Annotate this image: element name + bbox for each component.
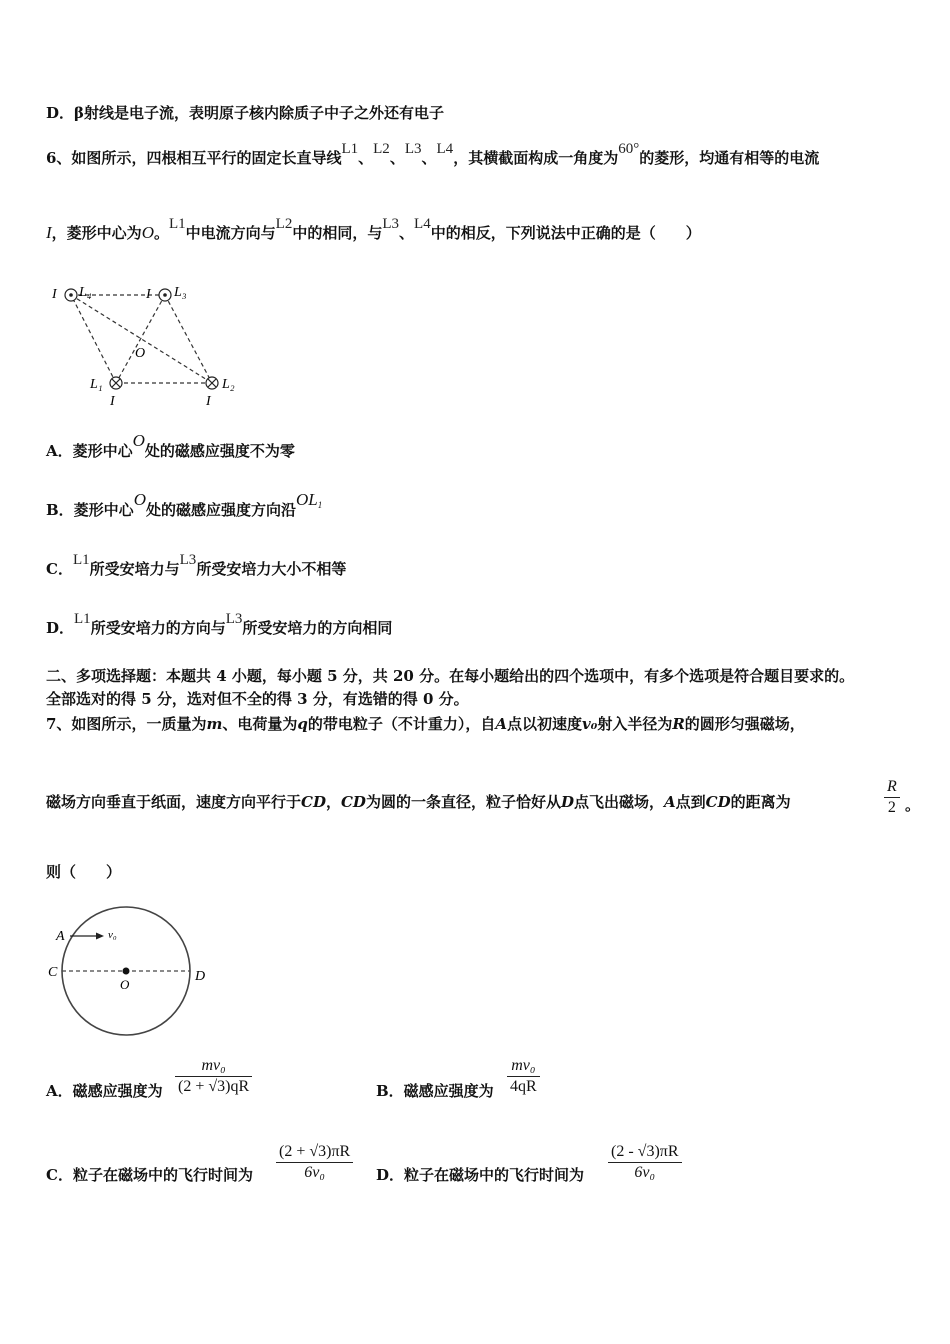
q7-text-9: 为圆的一条直径，粒子恰好从 <box>365 793 561 811</box>
q7-distance-fraction <box>884 777 900 818</box>
q7-point-a-2: A <box>663 793 676 811</box>
q6-option-b-label: B．菱形中心 <box>46 501 134 519</box>
q7-text-4: 点以初速度 <box>507 715 583 733</box>
center-point <box>123 968 130 975</box>
q7-text-3: 的带电粒子（不计重力），自 <box>307 715 496 733</box>
section2-intro-line1: 二、多项选择题：本题共 4 小题，每小题 5 分，共 20 分。在每小题给出的四个选项中，有多个选项是符合题目要求的。 <box>46 667 855 685</box>
q7-text-7: 磁场方向垂直于纸面，速度方向平行于 <box>46 793 302 811</box>
q7-option-c-den: 6v₀ <box>304 1164 325 1181</box>
q6-option-a <box>46 431 295 461</box>
q6-stem-line1: 6、如图所示，四根相互平行的固定长直导线L1、L2、L3、L4，其横截面构成一角度为60°的菱形，均通有相等的电流 <box>46 141 820 167</box>
wire-label-l4-b: L4 <box>414 216 431 232</box>
q7-option-d <box>376 1165 584 1185</box>
q7-cd-1: CD <box>301 793 326 811</box>
q7-option-c <box>46 1165 253 1185</box>
wire-label-l1-b: L1 <box>168 216 186 232</box>
q6-option-c-text-2: 所受安培力大小不相等 <box>196 560 347 578</box>
q7-text-5: 射入半径为 <box>597 715 673 733</box>
q6-stem-text-5: 。 <box>153 224 169 242</box>
wire-label-l2-b: L2 <box>275 216 293 232</box>
rhombus-diagonal-short <box>116 295 165 383</box>
q6-option-b-ol: OL1 <box>295 490 323 510</box>
angle-value: 60° <box>618 141 640 157</box>
q7-option-a <box>46 1081 163 1101</box>
q6-option-d-label: D． <box>46 619 75 637</box>
wire-label-l3: L3 <box>404 141 422 157</box>
q7-stem-line3: 则（ ） <box>46 863 122 881</box>
q7-option-d-label: D．粒子在磁场中的飞行时间为 <box>376 1166 585 1184</box>
q6-option-c-label: C． <box>46 560 73 578</box>
current-symbol: I <box>46 223 52 242</box>
q6-stem-text-2: ，其横截面构成一角度为 <box>453 149 619 167</box>
q6-option-d-text-2: 所受安培力的方向相同 <box>242 619 393 637</box>
q7-option-b-label: B．磁感应强度为 <box>376 1082 494 1100</box>
q7-option-d-fraction <box>608 1142 682 1183</box>
q7-text-6: 的圆形匀强磁场， <box>684 715 805 733</box>
q6-stem-line2: I，菱形中心为O。L1中电流方向与L2中的相同，与L3、L4中的相反，下列说法中正确的是（ ） <box>46 216 701 242</box>
q6-stem-text-3: 的菱形，均通有相等的电流 <box>639 149 820 167</box>
q7-option-b-num: mv₀ <box>507 1056 540 1077</box>
fig-label-l1: L₁ <box>90 377 103 392</box>
fig-label-l4: L₄ <box>79 285 92 300</box>
section2-intro-line2: 全部选对的得 5 分，选对但不全的得 3 分，有选错的得 0 分。 <box>46 690 469 708</box>
q7-option-b <box>376 1081 494 1101</box>
q7-circle-figure <box>48 903 218 1043</box>
q7-stem-line1 <box>46 714 805 734</box>
q6-stem-text-6: 中电流方向与 <box>185 224 276 242</box>
q6-option-c-l3: L3 <box>179 552 197 568</box>
fig-label-a: A <box>56 929 65 944</box>
wire-label-l4: L4 <box>436 141 454 157</box>
fig-label-o2: O <box>120 977 130 992</box>
fig-label-d: D <box>195 969 206 984</box>
center-symbol: O <box>141 223 154 242</box>
wire-l3-out-icon <box>159 289 171 301</box>
rhombus-edge-left <box>71 295 116 383</box>
q6-stem-text-4: ，菱形中心为 <box>51 224 142 242</box>
q7-frac-num: R <box>884 777 900 798</box>
q7-charge-symbol: q <box>297 715 308 733</box>
q7-text-11: 点到 <box>675 793 706 811</box>
velocity-arrow-icon <box>96 933 104 940</box>
q7-mass-symbol: m <box>206 715 223 733</box>
q7-point-d: D <box>560 793 574 811</box>
q7-point-a: A <box>495 715 507 733</box>
rhombus-diagonal-long <box>71 295 212 383</box>
fig-label-l2: L₂ <box>222 377 235 392</box>
q7-option-b-fraction <box>507 1056 540 1097</box>
wire-label-l1: L1 <box>341 141 359 157</box>
wire-l1-in-icon <box>110 377 122 389</box>
q6-stem-text-7: 中的相同，与 <box>292 224 383 242</box>
fig-label-i-l3: I <box>146 287 151 302</box>
fig-label-i-l4: I <box>52 287 57 302</box>
q7-option-a-num: mv₀ <box>175 1056 252 1077</box>
q6-option-a-text: 处的磁感应强度不为零 <box>144 442 295 460</box>
q7-option-a-den: (2 + √3)qR <box>178 1078 250 1095</box>
rhombus-edge-right <box>165 295 212 383</box>
q6-stem-text-1: 6、如图所示，四根相互平行的固定长直导线 <box>46 149 342 167</box>
q6-option-d-text-1: 所受安培力的方向与 <box>90 619 226 637</box>
q6-option-c-l1: L1 <box>72 552 90 568</box>
wire-l2-in-icon <box>206 377 218 389</box>
q6-option-c-text-1: 所受安培力与 <box>89 560 180 578</box>
q7-option-c-label: C．粒子在磁场中的飞行时间为 <box>46 1166 253 1184</box>
q7-cd-2: CD <box>340 793 366 811</box>
q7-text-12: 的距离为 <box>730 793 791 811</box>
q6-option-d-l3: L3 <box>225 611 243 627</box>
q6-option-b-text: 处的磁感应强度方向沿 <box>145 501 296 519</box>
q7-option-b-den: 4qR <box>510 1078 537 1095</box>
q6-option-d-l1: L1 <box>74 611 91 627</box>
wire-l4-out-icon <box>65 289 77 301</box>
wire-label-l3-b: L3 <box>382 216 400 232</box>
q7-frac-den: 2 <box>887 799 896 816</box>
fig-label-v0: v₀ <box>108 929 117 941</box>
fig-label-i-l1: I <box>110 394 115 409</box>
q7-option-a-label: A．磁感应强度为 <box>46 1082 163 1100</box>
q6-option-c <box>46 552 347 580</box>
fig-label-o: O <box>135 346 146 361</box>
q7-text-10: 点飞出磁场， <box>573 793 664 811</box>
q7-velocity-symbol: v₀ <box>582 715 598 733</box>
q7-text-2: 、电荷量为 <box>222 715 298 733</box>
q6-stem-text-8: 中的相反，下列说法中正确的是（ ） <box>430 224 701 242</box>
q5-option-d: D．β射线是电子流，表明原子核内除质子中子之外还有电子 <box>46 104 444 122</box>
fig-label-c: C <box>48 965 58 980</box>
q6-option-d <box>46 611 393 639</box>
q7-option-c-num: (2 + √3)πR <box>276 1142 353 1163</box>
q6-option-b <box>46 490 323 522</box>
q7-text-8: ， <box>325 793 341 811</box>
wire-label-l2: L2 <box>373 141 390 157</box>
q7-option-d-den: 6v₀ <box>634 1164 656 1181</box>
q7-stem-line2 <box>46 792 791 812</box>
fig-label-i-l2: I <box>206 394 211 409</box>
q7-option-c-fraction <box>276 1142 353 1183</box>
q6-option-a-label: A．菱形中心 <box>46 442 133 460</box>
q6-option-a-o: O <box>132 431 145 450</box>
q7-option-d-num: (2 - √3)πR <box>608 1142 682 1163</box>
q6-option-b-o: O <box>133 490 146 509</box>
q7-cd-3: CD <box>705 793 731 811</box>
q6-rhombus-figure <box>48 278 258 410</box>
q7-radius-symbol: R <box>672 715 685 733</box>
q7-text-1: 7、如图所示，一质量为 <box>46 715 207 733</box>
q7-period: 。 <box>905 796 921 814</box>
fig-label-l3: L₃ <box>174 285 187 300</box>
q7-option-a-fraction <box>175 1056 252 1097</box>
